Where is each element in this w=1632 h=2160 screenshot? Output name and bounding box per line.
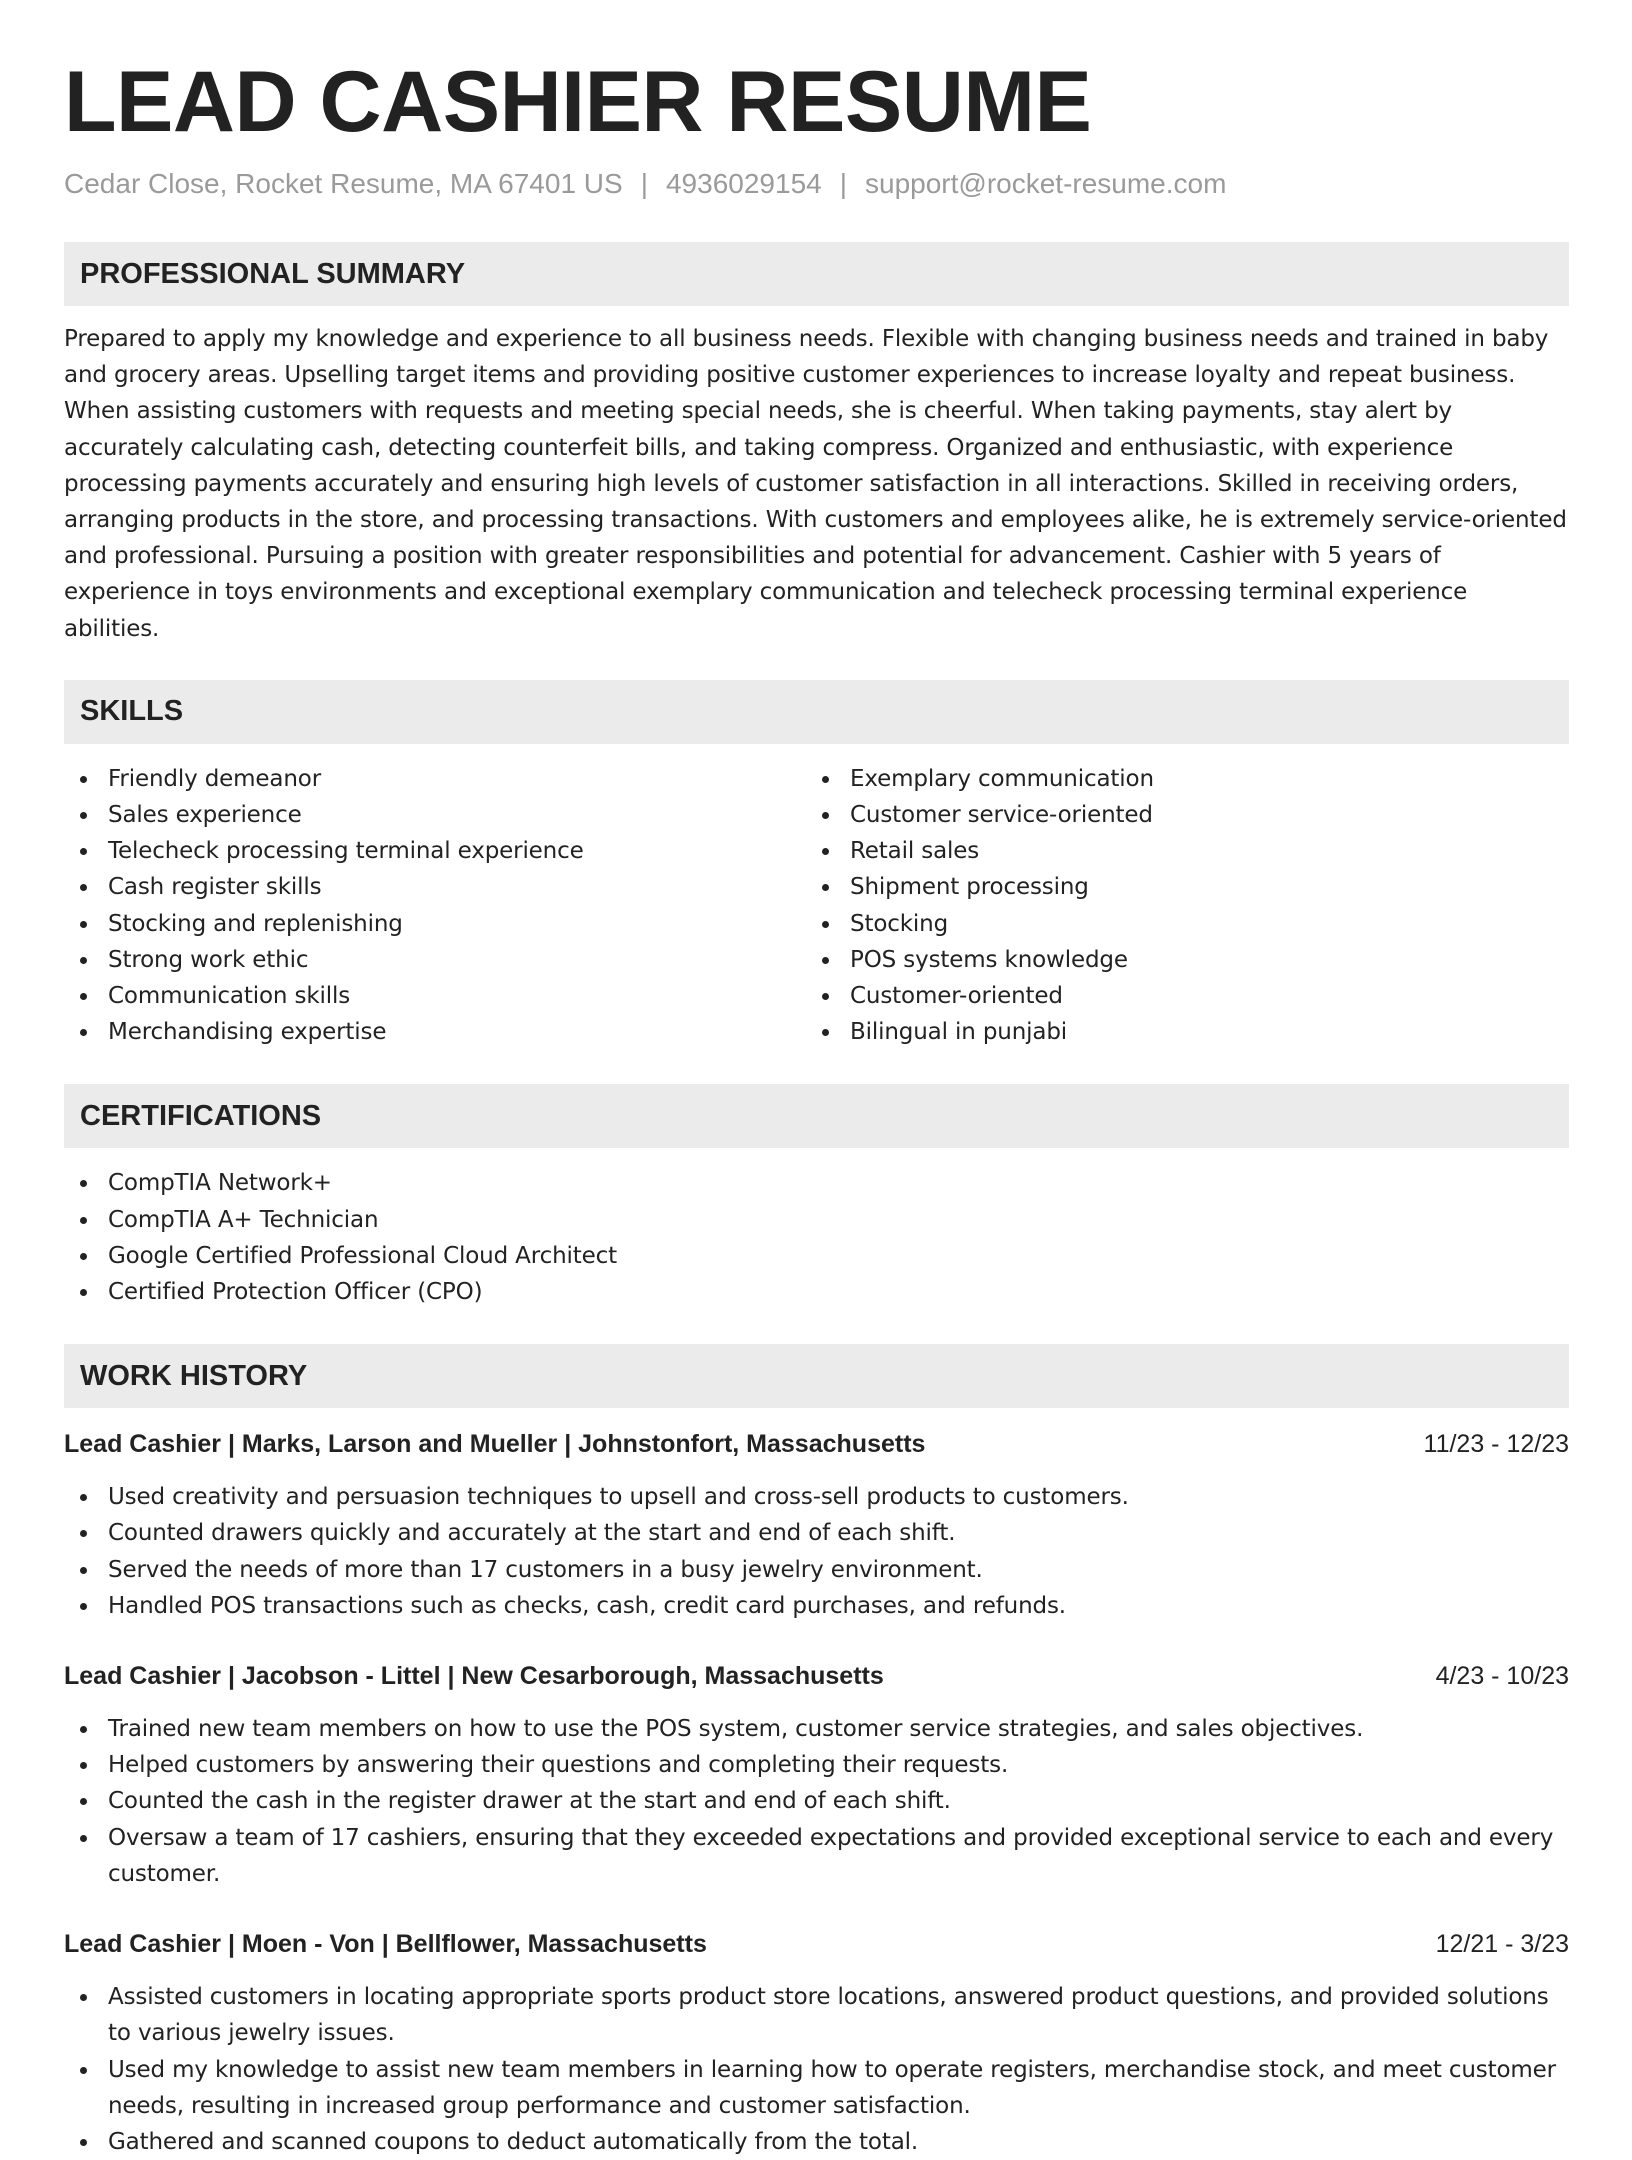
skill-item: Exemplary communication (806, 761, 1569, 797)
job-bullet: Oversaw a team of 17 cashiers, ensuring that they exceeded expectations and provided exceptional service to each and every customer. (64, 1820, 1569, 1892)
skill-item: Friendly demeanor (64, 761, 806, 797)
job-dates: 4/23 - 10/23 (1435, 1662, 1569, 1691)
skills-heading: SKILLS (64, 680, 1569, 744)
contact-phone: 4936029154 (665, 168, 822, 199)
contact-separator: | (839, 168, 847, 199)
job-title: Lead Cashier | Marks, Larson and Mueller | Johnstonfort, Massachusetts (64, 1430, 926, 1459)
skills-grid (64, 761, 1569, 1051)
resume-title: LEAD CASHIER RESUME (64, 54, 1092, 150)
work-history-heading: WORK HISTORY (64, 1344, 1569, 1408)
skill-item: Sales experience (64, 797, 806, 833)
job-bullets (64, 1479, 1569, 1624)
certification-item: CompTIA Network+ (64, 1165, 1569, 1201)
contact-separator: | (640, 168, 648, 199)
job-title: Lead Cashier | Jacobson - Littel | New Cesarborough, Massachusetts (64, 1662, 884, 1691)
skill-item: Stocking and replenishing (64, 906, 806, 942)
skill-item: Telecheck processing terminal experience (64, 833, 806, 869)
skill-item: POS systems knowledge (806, 942, 1569, 978)
job-entry (64, 1926, 1569, 2160)
job-bullets (64, 1979, 1569, 2160)
work-history-section (64, 1344, 1569, 2160)
contact-line (64, 166, 1569, 202)
skill-item: Shipment processing (806, 869, 1569, 905)
professional-summary-heading: PROFESSIONAL SUMMARY (64, 242, 1569, 306)
job-dates: 12/21 - 3/23 (1435, 1930, 1569, 1959)
job-entry (64, 1426, 1569, 1624)
skill-item: Stocking (806, 906, 1569, 942)
professional-summary-text: Prepared to apply my knowledge and experience to all business needs. Flexible with changing business needs and trained in baby and grocery areas. Upselling target items and providing positive customer experiences to increase loyalty and repeat business. When assisting customers with requests and meeting special needs, she is cheerful. When taking payments, stay alert by accurately calculating cash, detecting counterfeit bills, and taking compress. Organized and enthusiastic, with experience processing payments accurately and ensuring high levels of customer satisfaction in all interactions. Skilled in receiving orders, arranging products in the store, and processing transactions. With customers and employees alike, he is extremely service-oriented and professional. Pursuing a position with greater responsibilities and potential for advancement. Cashier with 5 years of experience in toys environments and exceptional exemplary communication and telecheck processing terminal experience abilities. (64, 326, 1567, 642)
skills-section (64, 680, 1569, 1051)
job-title-row (64, 1426, 1569, 1462)
contact-email: support@rocket-resume.com (865, 168, 1227, 199)
skills-list-right (806, 761, 1569, 1051)
job-bullet: Used my knowledge to assist new team members in learning how to operate registers, merchandise stock, and meet customer needs, resulting in increased group performance and customer satisfaction. (64, 2052, 1569, 2124)
job-bullet: Served the needs of more than 17 customers in a busy jewelry environment. (64, 1552, 1569, 1588)
job-title-row (64, 1658, 1569, 1694)
certifications-list (64, 1165, 1569, 1310)
skills-list-left (64, 761, 806, 1051)
job-bullet: Gathered and scanned coupons to deduct automatically from the total. (64, 2124, 1569, 2160)
skill-item: Strong work ethic (64, 942, 806, 978)
job-bullet: Helped customers by answering their questions and completing their requests. (64, 1747, 1569, 1783)
certification-item: Certified Protection Officer (CPO) (64, 1274, 1569, 1310)
certifications-section (64, 1084, 1569, 1310)
job-entry (64, 1658, 1569, 1892)
job-dates: 11/23 - 12/23 (1423, 1430, 1569, 1459)
certification-item: Google Certified Professional Cloud Architect (64, 1238, 1569, 1274)
professional-summary-section (64, 242, 1569, 647)
skill-item: Cash register skills (64, 869, 806, 905)
job-bullet: Trained new team members on how to use the POS system, customer service strategies, and sales objectives. (64, 1711, 1569, 1747)
job-bullet: Used creativity and persuasion techniques to upsell and cross-sell products to customers. (64, 1479, 1569, 1515)
skill-item: Bilingual in punjabi (806, 1014, 1569, 1050)
skill-item: Merchandising expertise (64, 1014, 806, 1050)
skill-item: Customer service-oriented (806, 797, 1569, 833)
certification-item: CompTIA A+ Technician (64, 1202, 1569, 1238)
job-bullet: Counted drawers quickly and accurately at the start and end of each shift. (64, 1515, 1569, 1551)
job-title-row (64, 1926, 1569, 1962)
job-title: Lead Cashier | Moen - Von | Bellflower, Massachusetts (64, 1930, 707, 1959)
skill-item: Customer-oriented (806, 978, 1569, 1014)
skill-item: Communication skills (64, 978, 806, 1014)
job-bullet: Handled POS transactions such as checks, cash, credit card purchases, and refunds. (64, 1588, 1569, 1624)
skill-item: Retail sales (806, 833, 1569, 869)
job-bullet: Counted the cash in the register drawer at the start and end of each shift. (64, 1783, 1569, 1819)
job-bullet: Assisted customers in locating appropriate sports product store locations, answered product questions, and provided solutions to various jewelry issues. (64, 1979, 1569, 2051)
certifications-heading: CERTIFICATIONS (64, 1084, 1569, 1148)
job-bullets (64, 1711, 1569, 1892)
contact-address: Cedar Close, Rocket Resume, MA 67401 US (64, 168, 623, 199)
